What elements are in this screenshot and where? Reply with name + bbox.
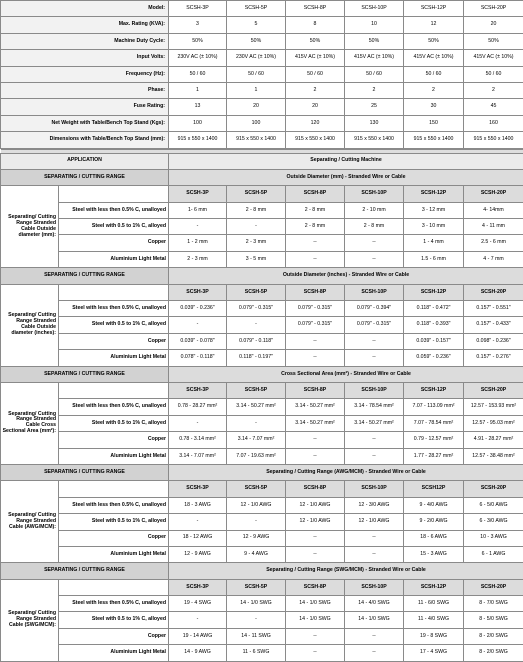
range-value: 0.78 - 28.27 mm²	[169, 399, 227, 415]
spec-label: Model:	[1, 1, 169, 17]
material-label: Aluminium Light Metal	[59, 448, 169, 464]
range-value: --	[345, 448, 404, 464]
range-label: SEPARATING / CUTTING RANGE	[1, 563, 169, 579]
range-row	[1, 415, 523, 431]
range-value: --	[286, 251, 345, 267]
range-value: 9 - 4 AWG	[227, 546, 286, 562]
range-value: 0.79 - 12.57 mm²	[404, 432, 464, 448]
range-value: 2 - 3 mm	[227, 235, 286, 251]
range-value: 12 - 3/0 AWG	[345, 497, 404, 513]
material-label: Steel with less then 0.5% C, unalloyed	[59, 596, 169, 612]
spec-value: SCSH-10P	[345, 1, 404, 17]
range-value: -	[227, 612, 286, 628]
range-value: 0.039" - 0.157"	[404, 333, 464, 349]
range-value: 2 - 10 mm	[345, 202, 404, 218]
range-row	[1, 645, 523, 661]
spec-value: SCSH-5P	[227, 1, 286, 17]
spec-value: 10	[345, 17, 404, 33]
range-value: 15 - 3 AWG	[404, 546, 464, 562]
spec-label: Phase:	[1, 82, 169, 98]
spec-value: 915 x 550 x 1400	[404, 132, 464, 148]
material-label: Steel with 0.5 to 1% C, alloyed	[59, 514, 169, 530]
range-value: 4.91 - 28.27 mm²	[464, 432, 523, 448]
range-value: 8 - 5/0 SWG	[464, 612, 523, 628]
range-value: 19 - 8 SWG	[404, 628, 464, 644]
spec-value: SCSH-20P	[464, 1, 523, 17]
range-value: 3 - 10 mm	[404, 219, 464, 235]
spec-value: 50 / 60	[227, 66, 286, 82]
range-value: -	[169, 219, 227, 235]
range-value: 18 - 6 AWG	[404, 530, 464, 546]
spec-row	[1, 33, 523, 49]
section-title-row	[1, 563, 523, 579]
range-label: SEPARATING / CUTTING RANGE	[1, 366, 169, 382]
material-label: Steel with less then 0.5% C, unalloyed	[59, 399, 169, 415]
range-value: 4- 14mm	[464, 202, 523, 218]
range-value: 2 - 8 mm	[286, 202, 345, 218]
range-value: --	[286, 432, 345, 448]
range-row	[1, 219, 523, 235]
section-title-row	[1, 464, 523, 480]
model-header: SCSH-10P	[345, 382, 404, 398]
range-value: 2.5 - 6 mm	[464, 235, 523, 251]
spec-label: Machine Duty Cycle:	[1, 33, 169, 49]
range-value: -	[227, 415, 286, 431]
spec-row	[1, 17, 523, 33]
spec-value: SCSH-3P	[169, 1, 227, 17]
range-value: --	[345, 235, 404, 251]
spec-value: 8	[286, 17, 345, 33]
spec-label: Fuse Rating:	[1, 99, 169, 115]
model-header-spacer	[59, 481, 169, 497]
range-value: 14 - 1/0 SWG	[345, 612, 404, 628]
range-value: 12 - 9 AWG	[227, 530, 286, 546]
range-value: 12 - 1/0 AWG	[286, 497, 345, 513]
model-header: SCSH-3P	[169, 284, 227, 300]
range-value: 0.039" - 0.078"	[169, 333, 227, 349]
range-value: 1.77 - 28.27 mm²	[404, 448, 464, 464]
material-label: Copper	[59, 432, 169, 448]
spec-value: 2	[464, 82, 523, 98]
model-header: SCSH-3P	[169, 579, 227, 595]
range-value: 3 - 5 mm	[227, 251, 286, 267]
section-title: Outside Diameter (inches) - Stranded Wire or Cable	[169, 268, 523, 284]
model-header-spacer	[59, 382, 169, 398]
range-value: 0.098" - 0.236"	[464, 333, 523, 349]
spec-value: 415V AC (± 10%)	[404, 50, 464, 66]
range-value: 1 - 4 mm	[404, 235, 464, 251]
spec-value: 415V AC (± 10%)	[286, 50, 345, 66]
range-value: 0.039" - 0.236"	[169, 301, 227, 317]
model-header-spacer	[59, 284, 169, 300]
model-header: SCSH-8P	[286, 284, 345, 300]
range-value: -	[227, 219, 286, 235]
range-value: --	[345, 333, 404, 349]
section-title: Separating / Cutting Range (AWG/MCM) - Stranded Wire or Cable	[169, 464, 523, 480]
model-header: SCSH-12P	[404, 579, 464, 595]
range-value: 14 - 1/0 SWG	[286, 612, 345, 628]
spec-value: 160	[464, 115, 523, 131]
range-value: 7.07 - 19.63 mm²	[227, 448, 286, 464]
range-value: -	[169, 415, 227, 431]
spec-value: 230V AC (± 10%)	[169, 50, 227, 66]
range-value: 18 - 3 AWG	[169, 497, 227, 513]
range-value: --	[345, 628, 404, 644]
range-value: 14 - 9 AWG	[169, 645, 227, 661]
model-header-spacer	[59, 579, 169, 595]
range-row	[1, 350, 523, 366]
spec-label: Net Weight with Table/Bench Top Stand (Kgs):	[1, 115, 169, 131]
range-value: -	[169, 514, 227, 530]
spec-value: 12	[404, 17, 464, 33]
range-value: 0.118" - 0.393"	[404, 317, 464, 333]
spec-value: 20	[227, 99, 286, 115]
range-value: 0.079" - 0.315"	[345, 317, 404, 333]
range-row	[1, 628, 523, 644]
spec-value: 2	[345, 82, 404, 98]
model-header: SCSH-3P	[169, 382, 227, 398]
range-value: 3.14 - 50.27 mm²	[286, 399, 345, 415]
model-header: SCSH-20P	[464, 186, 523, 202]
model-header: SCSH-20P	[464, 284, 523, 300]
material-label: Steel with less then 0.5% C, unalloyed	[59, 497, 169, 513]
range-label: SEPARATING / CUTTING RANGE	[1, 169, 169, 185]
range-value: -	[227, 514, 286, 530]
range-value: 3.14 - 78.54 mm²	[345, 399, 404, 415]
range-value: 9 - 4/0 AWG	[404, 497, 464, 513]
spec-row	[1, 82, 523, 98]
material-label: Copper	[59, 235, 169, 251]
spec-value: 20	[464, 17, 523, 33]
range-value: 1.5 - 6 mm	[404, 251, 464, 267]
spec-row	[1, 132, 523, 148]
range-value: 6 - 3/0 AWG	[464, 514, 523, 530]
range-value: 9 - 2/0 AWG	[404, 514, 464, 530]
range-value: --	[286, 235, 345, 251]
spec-value: 50%	[345, 33, 404, 49]
spec-value: 50 / 60	[464, 66, 523, 82]
range-value: 12.57 - 153.93 mm²	[464, 399, 523, 415]
material-label: Aluminium Light Metal	[59, 546, 169, 562]
range-value: 11 - 4/0 SWG	[404, 612, 464, 628]
model-header: SCSH-8P	[286, 186, 345, 202]
spec-value: 415V AC (± 10%)	[464, 50, 523, 66]
spec-value: 45	[464, 99, 523, 115]
spec-value: 50 / 60	[345, 66, 404, 82]
range-value: 11 - 6 SWG	[227, 645, 286, 661]
model-header: SCSH-12P	[404, 284, 464, 300]
range-row	[1, 546, 523, 562]
spec-value: 30	[404, 99, 464, 115]
range-label: SEPARATING / CUTTING RANGE	[1, 268, 169, 284]
application-value: Separating / Cutting Machine	[169, 153, 523, 169]
range-value: --	[345, 546, 404, 562]
range-value: 11 - 6/0 SWG	[404, 596, 464, 612]
range-value: --	[286, 546, 345, 562]
range-value: 0.157" - 0.551"	[464, 301, 523, 317]
range-row	[1, 251, 523, 267]
range-value: 2 - 8 mm	[345, 219, 404, 235]
model-header: SCSH-10P	[345, 579, 404, 595]
model-header: SCSH-8P	[286, 579, 345, 595]
model-header: SCSH-20P	[464, 579, 523, 595]
range-row	[1, 497, 523, 513]
range-value: 2 - 8 mm	[286, 219, 345, 235]
range-value: 0.118" - 0.472"	[404, 301, 464, 317]
spec-row	[1, 99, 523, 115]
range-value: 3.14 - 50.27 mm²	[345, 415, 404, 431]
spec-value: 50 / 60	[404, 66, 464, 82]
range-value: 8 - 7/0 SWG	[464, 596, 523, 612]
range-value: --	[345, 645, 404, 661]
spec-value: 50%	[286, 33, 345, 49]
model-header: SCSH-5P	[227, 186, 286, 202]
range-value: 19 - 4 SWG	[169, 596, 227, 612]
range-row	[1, 514, 523, 530]
spec-row	[1, 66, 523, 82]
range-value: 0.079" - 0.394"	[345, 301, 404, 317]
spec-value: 100	[169, 115, 227, 131]
range-value: 4 - 11 mm	[464, 219, 523, 235]
range-value: 2 - 8 mm	[227, 202, 286, 218]
range-value: 0.118" - 0.197"	[227, 350, 286, 366]
spec-value: 915 x 550 x 1400	[286, 132, 345, 148]
range-value: 12 - 9 AWG	[169, 546, 227, 562]
range-value: 3 - 12 mm	[404, 202, 464, 218]
spec-value: SCSH-12P	[404, 1, 464, 17]
range-value: 0.079" - 0.118"	[227, 333, 286, 349]
model-header: SCSH-5P	[227, 579, 286, 595]
range-value: 0.059" - 0.236"	[404, 350, 464, 366]
range-value: 14 - 11 SWG	[227, 628, 286, 644]
spec-body	[1, 1, 523, 149]
range-value: 0.079" - 0.315"	[286, 317, 345, 333]
range-row	[1, 596, 523, 612]
material-label: Aluminium Light Metal	[59, 350, 169, 366]
model-header-row	[1, 481, 523, 497]
range-row	[1, 432, 523, 448]
range-value: 3.14 - 50.27 mm²	[227, 399, 286, 415]
spec-value: 50 / 60	[169, 66, 227, 82]
spec-value: 25	[345, 99, 404, 115]
range-row	[1, 235, 523, 251]
spec-row	[1, 115, 523, 131]
range-row	[1, 448, 523, 464]
range-value: 3.14 - 7.07 mm²	[227, 432, 286, 448]
model-header-row	[1, 382, 523, 398]
material-label: Steel with 0.5 to 1% C, alloyed	[59, 612, 169, 628]
range-value: -	[169, 317, 227, 333]
range-value: 12.57 - 38.48 mm²	[464, 448, 523, 464]
spec-value: 50%	[464, 33, 523, 49]
material-label: Copper	[59, 530, 169, 546]
spec-value: 100	[227, 115, 286, 131]
spec-value: 13	[169, 99, 227, 115]
application-row	[1, 153, 523, 169]
spec-value: 130	[345, 115, 404, 131]
spec-value: 915 x 550 x 1400	[169, 132, 227, 148]
range-value: 1- 6 mm	[169, 202, 227, 218]
model-header: SCSH-8P	[286, 382, 345, 398]
range-value: 12 - 1/0 AWG	[227, 497, 286, 513]
spec-value: SCSH-8P	[286, 1, 345, 17]
range-row	[1, 301, 523, 317]
model-header-spacer	[59, 186, 169, 202]
range-row	[1, 530, 523, 546]
model-header: SCSH-20P	[464, 481, 523, 497]
spec-value: 50%	[169, 33, 227, 49]
spec-value: 150	[404, 115, 464, 131]
range-value: 7.07 - 113.09 mm²	[404, 399, 464, 415]
range-value: 12 - 1/0 AWG	[345, 514, 404, 530]
range-value: 10 - 3 AWG	[464, 530, 523, 546]
range-row	[1, 333, 523, 349]
range-value: 4 - 7 mm	[464, 251, 523, 267]
group-label: Separating/ Cutting Range Stranded Cable (AWG/MCM):	[1, 481, 59, 563]
range-value: 3.14 - 7.07 mm²	[169, 448, 227, 464]
spec-value: 20	[286, 99, 345, 115]
range-label: SEPARATING / CUTTING RANGE	[1, 464, 169, 480]
material-label: Steel with 0.5 to 1% C, alloyed	[59, 317, 169, 333]
spec-value: 915 x 550 x 1400	[464, 132, 523, 148]
spec-value: 50%	[227, 33, 286, 49]
model-header: SCSH-10P	[345, 186, 404, 202]
group-label: Separating/ Cutting Range Stranded Cable Outside diameter (inches):	[1, 284, 59, 366]
model-header: SCSH-20P	[464, 382, 523, 398]
range-value: 12.57 - 95.03 mm²	[464, 415, 523, 431]
material-label: Copper	[59, 333, 169, 349]
range-value: --	[286, 628, 345, 644]
application-body	[1, 149, 523, 661]
spec-value: 2	[404, 82, 464, 98]
range-value: 14 - 1/0 SWG	[227, 596, 286, 612]
range-value: 0.079" - 0.315"	[227, 301, 286, 317]
range-value: 7.07 - 78.54 mm²	[404, 415, 464, 431]
range-value: 19 - 14 AWG	[169, 628, 227, 644]
model-header: SCSH-3P	[169, 481, 227, 497]
range-value: 18 - 12 AWG	[169, 530, 227, 546]
model-header: SCSH-10P	[345, 481, 404, 497]
spec-value: 120	[286, 115, 345, 131]
spec-value: 915 x 550 x 1400	[227, 132, 286, 148]
section-title: Outside Diameter (mm) - Stranded Wire or Cable	[169, 169, 523, 185]
material-label: Steel with 0.5 to 1% C, alloyed	[59, 415, 169, 431]
range-value: 14 - 1/0 SWG	[286, 596, 345, 612]
range-value: --	[345, 530, 404, 546]
application-table	[0, 149, 523, 662]
material-label: Aluminium Light Metal	[59, 645, 169, 661]
material-label: Steel with 0.5 to 1% C, alloyed	[59, 219, 169, 235]
section-title-row	[1, 169, 523, 185]
section-title-row	[1, 268, 523, 284]
spec-row	[1, 1, 523, 17]
model-header: SCSH-8P	[286, 481, 345, 497]
spec-value: 915 x 550 x 1400	[345, 132, 404, 148]
range-value: 12 - 1/0 AWG	[286, 514, 345, 530]
range-value: --	[345, 251, 404, 267]
model-header-row	[1, 579, 523, 595]
range-row	[1, 317, 523, 333]
range-value: 14 - 4/0 SWG	[345, 596, 404, 612]
model-header: SCSH12P	[404, 481, 464, 497]
section-title-row	[1, 366, 523, 382]
range-value: -	[169, 612, 227, 628]
model-header: SCSH-5P	[227, 481, 286, 497]
spec-value: 2	[286, 82, 345, 98]
range-value: --	[286, 350, 345, 366]
model-header: SCSH-12P	[404, 186, 464, 202]
spec-label: Dimensions with Table/Bench Top Stand (mm):	[1, 132, 169, 148]
range-value: 0.079" - 0.315"	[286, 301, 345, 317]
model-header: SCSH-12P	[404, 382, 464, 398]
spec-value: 230V AC (± 10%)	[227, 50, 286, 66]
range-value: 1 - 2 mm	[169, 235, 227, 251]
range-value: 0.157" - 0.433"	[464, 317, 523, 333]
range-value: 8 - 2/0 SWG	[464, 628, 523, 644]
model-header: SCSH-3P	[169, 186, 227, 202]
range-row	[1, 399, 523, 415]
spec-table	[0, 0, 523, 149]
range-value: --	[286, 645, 345, 661]
range-value: -	[227, 317, 286, 333]
section-title: Separating / Cutting Range (SWG/MCM) - Stranded Wire or Cable	[169, 563, 523, 579]
range-value: --	[286, 530, 345, 546]
group-label: Separating/ Cutting Range Stranded Cable Cross Sectional Area (mm²):	[1, 382, 59, 464]
material-label: Copper	[59, 628, 169, 644]
range-value: --	[286, 333, 345, 349]
range-value: 0.78 - 3.14 mm²	[169, 432, 227, 448]
spec-value: 1	[169, 82, 227, 98]
material-label: Aluminium Light Metal	[59, 251, 169, 267]
range-row	[1, 612, 523, 628]
spec-value: 1	[227, 82, 286, 98]
section-title: Cross Sectional Area (mm²) - Stranded Wire or Cable	[169, 366, 523, 382]
range-value: --	[345, 350, 404, 366]
range-row	[1, 202, 523, 218]
model-header-row	[1, 284, 523, 300]
spec-row	[1, 50, 523, 66]
range-value: 8 - 2/0 SWG	[464, 645, 523, 661]
spec-label: Max. Rating (KVA):	[1, 17, 169, 33]
group-label: Separating/ Cutting Range Stranded Cable Outside diameter (mm):	[1, 186, 59, 268]
range-value: 6 - 5/0 AWG	[464, 497, 523, 513]
spec-value: 50%	[404, 33, 464, 49]
spec-value: 415V AC (± 10%)	[345, 50, 404, 66]
range-value: 2 - 3 mm	[169, 251, 227, 267]
material-label: Steel with less then 0.5% C, unalloyed	[59, 301, 169, 317]
model-header: SCSH-5P	[227, 284, 286, 300]
spec-value: 50 / 60	[286, 66, 345, 82]
range-value: 3.14 - 50.27 mm²	[286, 415, 345, 431]
range-value: 0.157" - 0.276"	[464, 350, 523, 366]
range-value: 17 - 4 SWG	[404, 645, 464, 661]
spec-label: Input Volts:	[1, 50, 169, 66]
application-label: APPLICATION	[1, 153, 169, 169]
model-header: SCSH-10P	[345, 284, 404, 300]
group-label: Separating/ Cutting Range Stranded Cable (SWG/MCM):	[1, 579, 59, 661]
range-value: --	[345, 432, 404, 448]
model-header: SCSH-5P	[227, 382, 286, 398]
spec-value: 5	[227, 17, 286, 33]
range-value: 6 - 1 AWG	[464, 546, 523, 562]
range-value: 0.078" - 0.118"	[169, 350, 227, 366]
spec-value: 3	[169, 17, 227, 33]
spec-label: Frequency (Hz):	[1, 66, 169, 82]
model-header-row	[1, 186, 523, 202]
range-value: --	[286, 448, 345, 464]
material-label: Steel with less then 0.5% C, unalloyed	[59, 202, 169, 218]
